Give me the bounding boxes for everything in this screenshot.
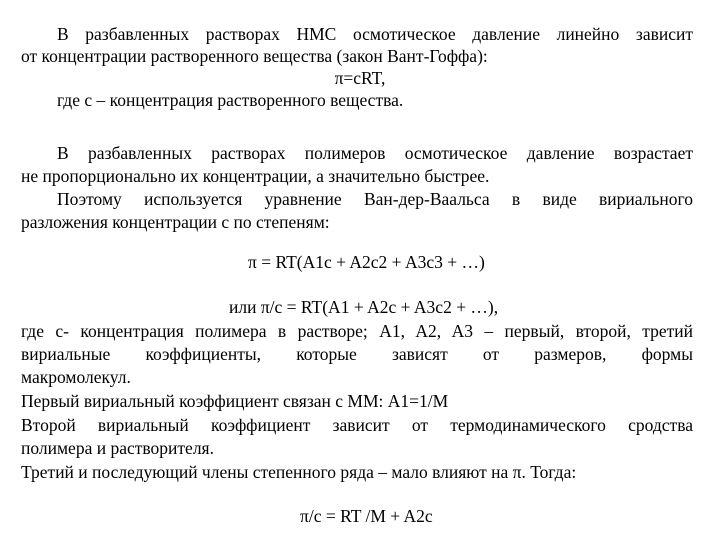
p5-line-1: Второй вириальный коэффициент зависит от термодинамического сродства: [21, 415, 693, 435]
reduced-virial-equation: [229, 296, 498, 318]
p1-line-1: В разбавленных растворах НМС осмотическое давление линейно зависит: [57, 24, 693, 44]
p6-line: Третий и последующий члены степенного ряда – мало влияют на π. Тогда:: [21, 462, 577, 482]
p5-line-2: полимера и растворителя.: [21, 438, 214, 458]
p1-line-4: где c – концентрация растворенного вещества.: [57, 90, 404, 110]
p3-line-1: где c- концентрация полимера в растворе; A1, A2, A3 – первый, второй, третий: [21, 321, 693, 341]
p4-line: Первый вириальный коэффициент связан с ММ: A1=1/M: [21, 391, 449, 411]
vant-hoff-formula: π=cRT,: [334, 68, 386, 88]
final-equation-text: π/c = RT /M + A2c: [300, 506, 433, 526]
virial-equation: [248, 251, 485, 273]
p2-line-2: не пропорционально их концентрации, а значительно быстрее.: [21, 166, 490, 186]
p1-line-2: от концентрации растворенного вещества (закон Вант-Гоффа):: [21, 46, 488, 66]
p2-line-1: В разбавленных растворах полимеров осмотическое давление возрастает: [57, 143, 693, 163]
p2-line-4: разложения концентрации c по степеням:: [21, 212, 330, 232]
p3-line-3: макромолекул.: [21, 367, 131, 387]
reduced-virial-equation-text: или π/c = RT(A1 + A2c + A3c2 + …),: [229, 297, 499, 317]
final-equation: [300, 505, 433, 527]
virial-equation-text: π = RT(A1c + A2c2 + A3c3 + …): [248, 252, 485, 272]
p2-line-3: Поэтому используется уравнение Ван-дер-Ваальса в виде вириального: [57, 189, 693, 209]
p3-line-2: вириальные коэффициенты, которые зависят от размеров, формы: [21, 344, 693, 364]
